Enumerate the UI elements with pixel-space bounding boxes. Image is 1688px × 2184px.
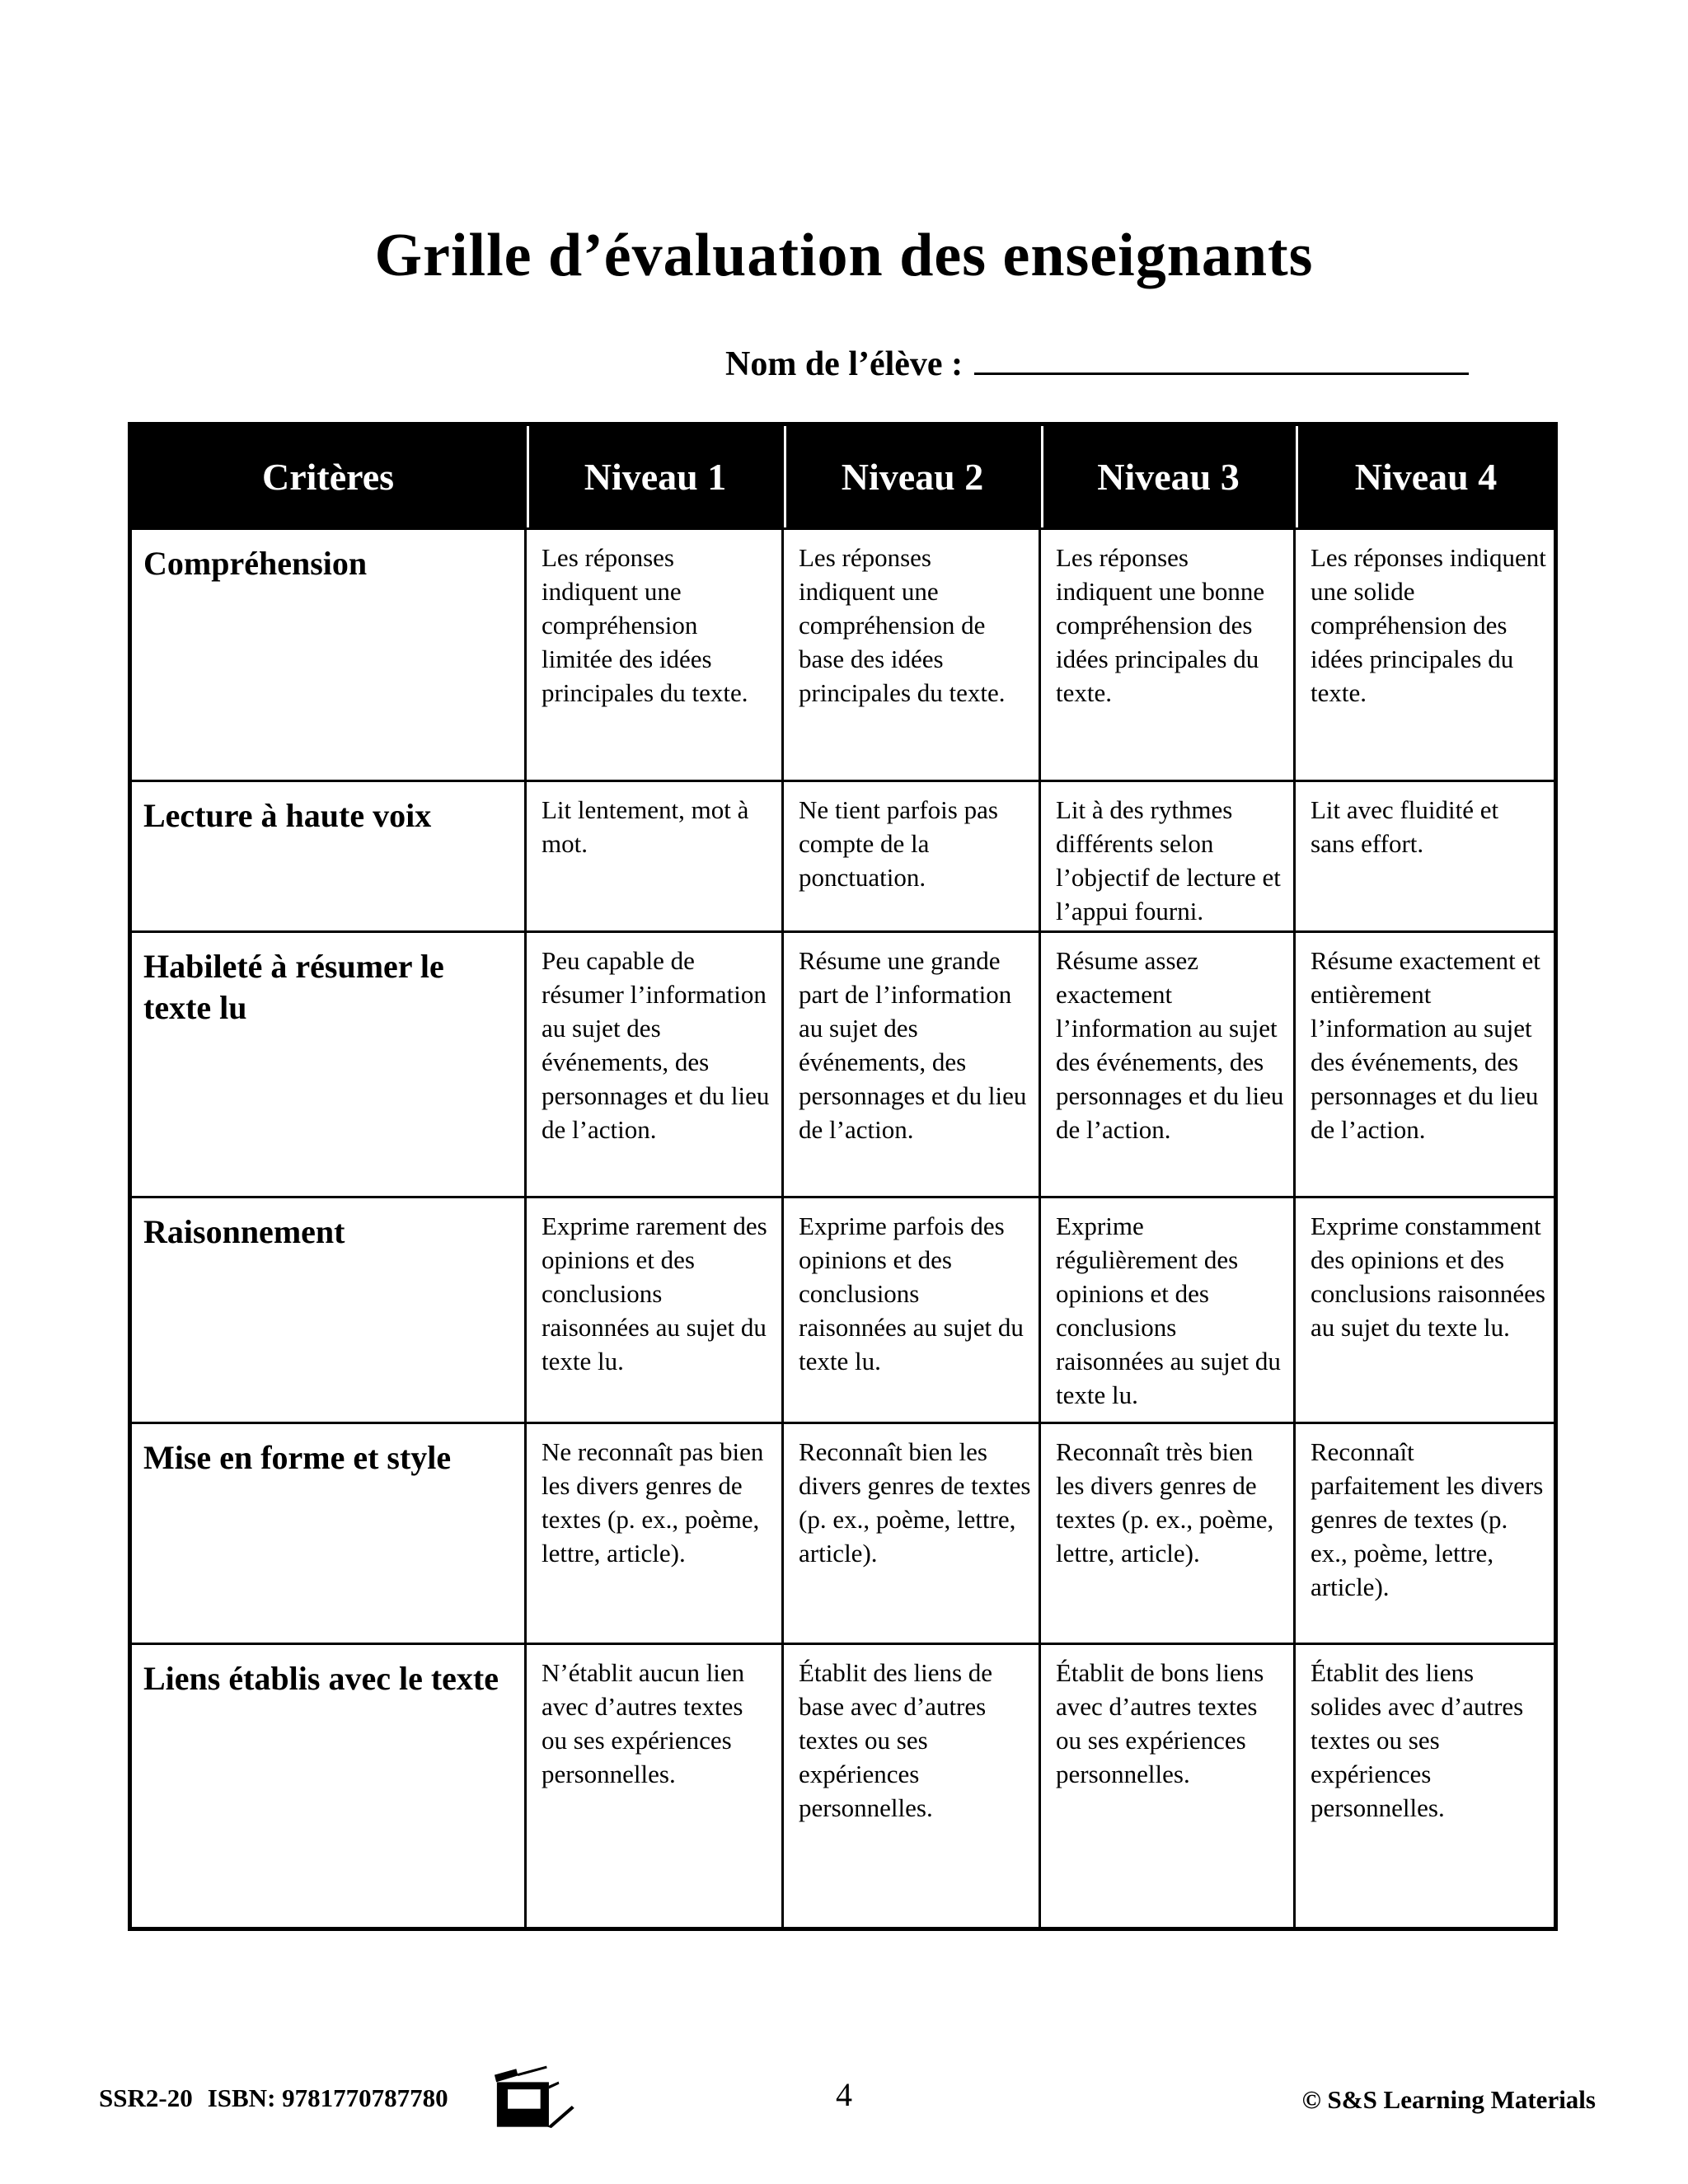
table-cell: N’établit aucun lien avec d’autres textes ou ses expériences personnelles. <box>527 1645 781 1927</box>
table-cell: Lit à des rythmes différents selon l’objectif de lecture et l’appui fourni. <box>1041 782 1293 930</box>
criterion-label: Compréhension <box>132 530 524 780</box>
table-cell: Établit des liens de base avec d’autres textes ou ses expériences personnelles. <box>784 1645 1039 1927</box>
table-cell: Reconnaît parfaitement les divers genres de textes (p. ex., poème, lettre, article). <box>1296 1424 1554 1643</box>
table-cell: Exprime constamment des opinions et des conclusions raisonnées au sujet du texte lu. <box>1296 1198 1554 1422</box>
column-header-niveau-4: Niveau 4 <box>1296 426 1554 527</box>
table-cell: Peu capable de résumer l’information au sujet des événements, des personnages et du lieu de l’action. <box>527 933 781 1196</box>
criterion-label: Liens établis avec le texte <box>132 1645 524 1927</box>
column-header-niveau-2: Niveau 2 <box>784 426 1039 527</box>
column-header-niveau-3: Niveau 3 <box>1041 426 1293 527</box>
criterion-label: Lecture à haute voix <box>132 782 524 930</box>
student-name-blank-line <box>974 336 1469 375</box>
student-name-label: Nom de l’élève : <box>725 345 964 383</box>
isbn-text: ISBN: 9781770787780 <box>207 2083 448 2112</box>
table-cell: Les réponses indiquent une compréhension limitée des idées principales du texte. <box>527 530 781 780</box>
table-cell: Résume assez exactement l’information au sujet des événements, des personnages et du lieu de l’action. <box>1041 933 1293 1196</box>
criterion-label: Raisonnement <box>132 1198 524 1422</box>
table-cell: Lit avec fluidité et sans effort. <box>1296 782 1554 930</box>
criterion-label: Mise en forme et style <box>132 1424 524 1643</box>
evaluation-rubric-table <box>128 422 1558 1931</box>
table-cell: Ne reconnaît pas bien les divers genres de textes (p. ex., poème, lettre, article). <box>527 1424 781 1643</box>
table-cell: Reconnaît très bien les divers genres de textes (p. ex., poème, lettre, article). <box>1041 1424 1293 1643</box>
table-cell: Exprime rarement des opinions et des conclusions raisonnées au sujet du texte lu. <box>527 1198 781 1422</box>
table-cell: Lit lentement, mot à mot. <box>527 782 781 930</box>
page-number: 4 <box>836 2076 852 2113</box>
table-cell: Établit des liens solides avec d’autres textes ou ses expériences personnelles. <box>1296 1645 1554 1927</box>
table-cell: Établit de bons liens avec d’autres textes ou ses expériences personnelles. <box>1041 1645 1293 1927</box>
student-name-row <box>725 336 1469 384</box>
column-header-criteres: Critères <box>132 426 524 527</box>
column-header-niveau-1: Niveau 1 <box>527 426 781 527</box>
table-cell: Les réponses indiquent une solide compréhension des idées principales du texte. <box>1296 530 1554 780</box>
product-code: SSR2-20 <box>99 2083 193 2112</box>
table-cell: Résume exactement et entièrement l’information au sujet des événements, des personnages et du lieu de l’action. <box>1296 933 1554 1196</box>
table-cell: Ne tient parfois pas compte de la ponctuation. <box>784 782 1039 930</box>
table-cell: Exprime parfois des opinions et des conclusions raisonnées au sujet du texte lu. <box>784 1198 1039 1422</box>
table-cell: Les réponses indiquent une bonne compréhension des idées principales du texte. <box>1041 530 1293 780</box>
criterion-label: Habileté à résumer le texte lu <box>132 933 524 1196</box>
table-cell: Exprime régulièrement des opinions et des conclusions raisonnées au sujet du texte lu. <box>1041 1198 1293 1422</box>
page-title: Grille d’évaluation des enseignants <box>374 222 1314 289</box>
table-cell: Résume une grande part de l’information au sujet des événements, des personnages et du lieu de l’action. <box>784 933 1039 1196</box>
table-cell: Reconnaît bien les divers genres de textes (p. ex., poème, lettre, article). <box>784 1424 1039 1643</box>
table-cell: Les réponses indiquent une compréhension de base des idées principales du texte. <box>784 530 1039 780</box>
copyright-text: © S&S Learning Materials <box>1301 2085 1596 2114</box>
